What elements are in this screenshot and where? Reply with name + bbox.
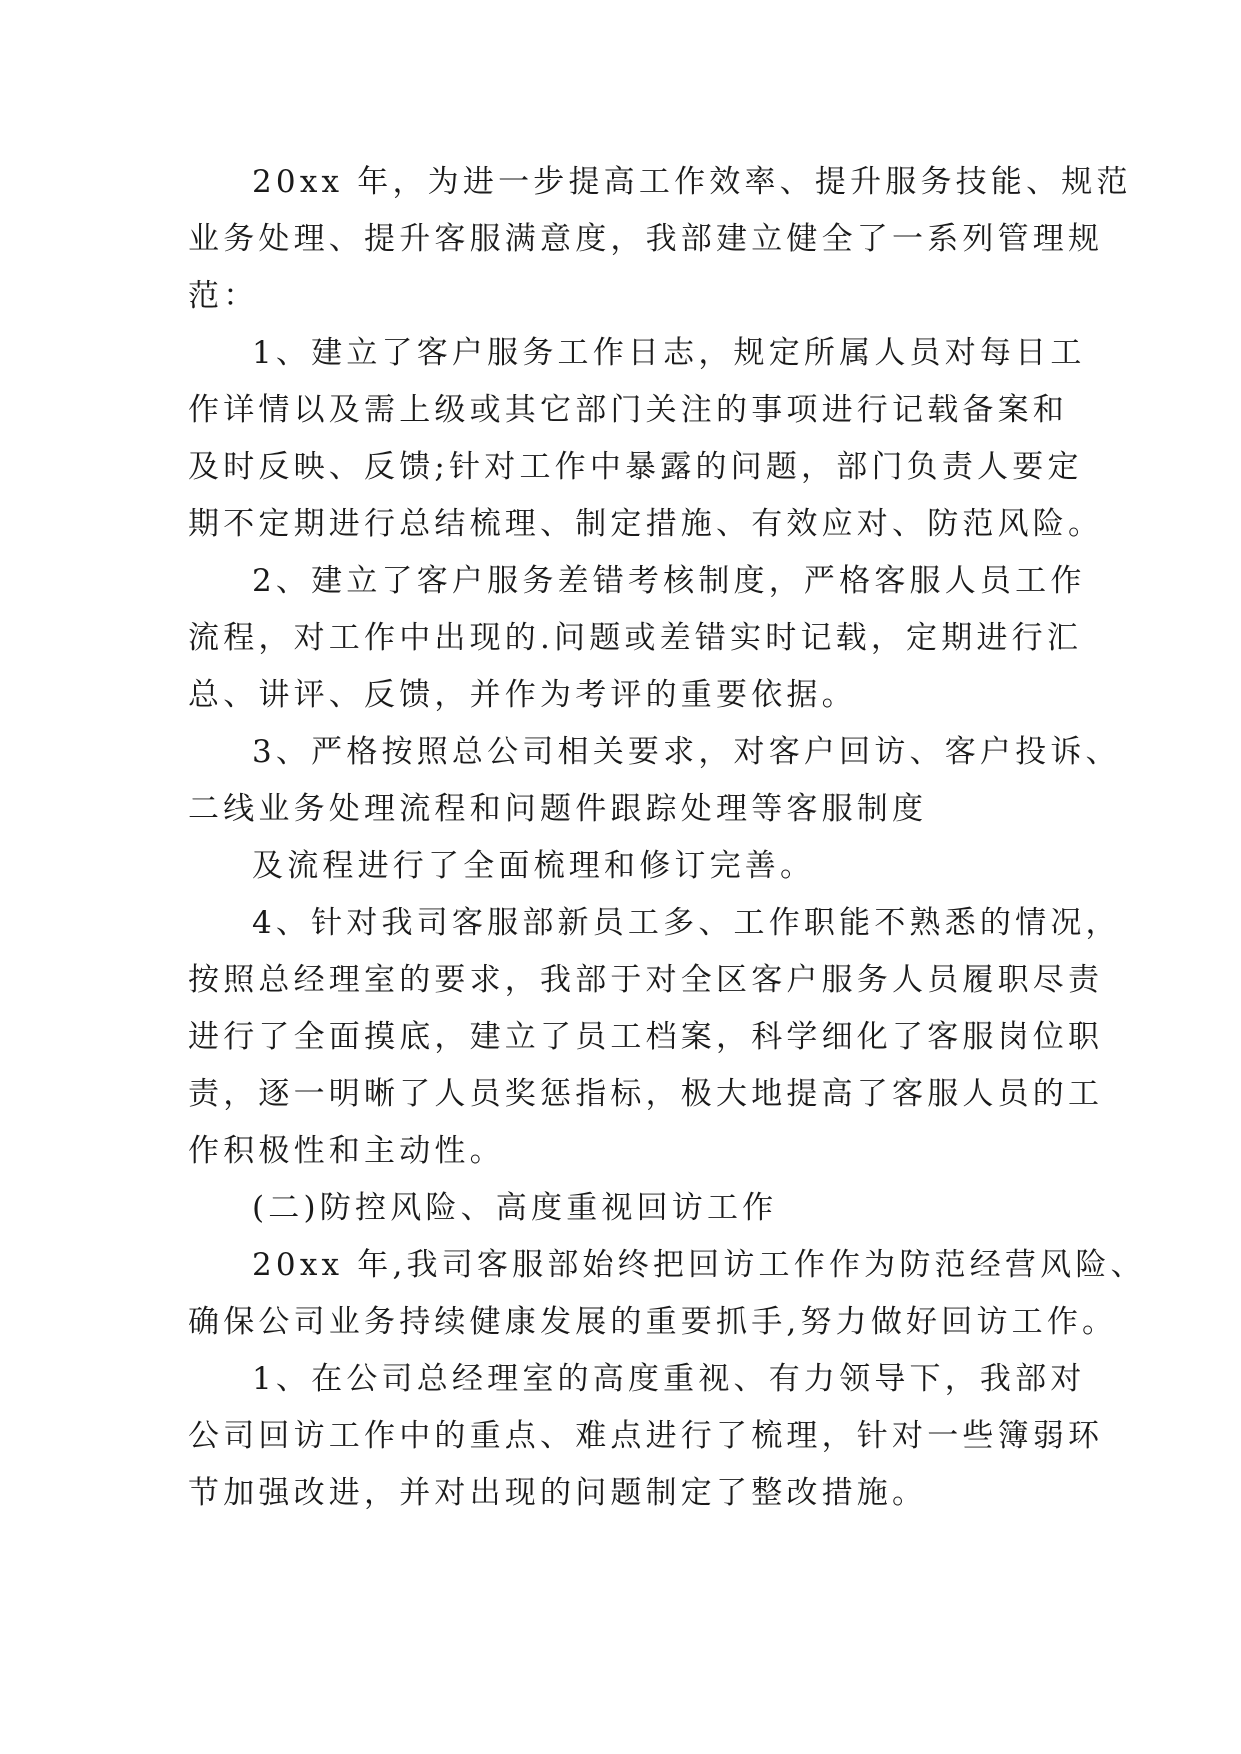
document-body (188, 154, 1146, 1522)
paragraph-line: 及时反映、反馈;针对工作中暴露的问题，部门负责人要定 (188, 449, 1083, 485)
paragraph-line: 作详情以及需上级或其它部门关注的事项进行记载备案和 (188, 392, 1068, 428)
paragraph-line: 1、在公司总经理室的高度重视、有力领导下，我部对 (252, 1361, 1086, 1397)
paragraph-line: 作积极性和主动性。 (188, 1133, 505, 1169)
paragraph-line: 节加强改进，并对出现的问题制定了整改措施。 (188, 1475, 928, 1511)
paragraph-line: 流程，对工作中出现的.问题或差错实时记载，定期进行汇 (188, 620, 1083, 656)
paragraph-line: 4、针对我司客服部新员工多、工作职能不熟悉的情况， (252, 905, 1121, 941)
paragraph-line: 二线业务处理流程和问题件跟踪处理等客服制度 (188, 791, 928, 827)
paragraph-line: 确保公司业务持续健康发展的重要抓手,努力做好回访工作。 (188, 1304, 1118, 1340)
paragraph-line: 1、建立了客户服务工作日志，规定所属人员对每日工 (252, 335, 1086, 371)
paragraph-line: 责，逐一明晰了人员奖惩指标，极大地提高了客服人员的工 (188, 1076, 1104, 1112)
paragraph-line: 范： (188, 278, 259, 314)
paragraph-line: 进行了全面摸底，建立了员工档案，科学细化了客服岗位职 (188, 1019, 1104, 1055)
paragraph-line: 20xx 年,我司客服部始终把回访工作作为防范经营风险、 (252, 1247, 1146, 1283)
paragraph-line: 2、建立了客户服务差错考核制度，严格客服人员工作 (252, 563, 1086, 599)
section-heading: (二)防控风险、高度重视回访工作 (252, 1190, 778, 1226)
paragraph-line: 业务处理、提升客服满意度，我部建立健全了一系列管理规 (188, 221, 1104, 257)
paragraph-line: 及流程进行了全面梳理和修订完善。 (252, 848, 816, 884)
paragraph-line: 3、严格按照总公司相关要求，对客户回访、客户投诉、 (252, 734, 1121, 770)
paragraph-line: 20xx 年，为进一步提高工作效率、提升服务技能、规范 (252, 164, 1132, 200)
paragraph-line: 总、讲评、反馈，并作为考评的重要依据。 (188, 677, 857, 713)
paragraph-line: 期不定期进行总结梳理、制定措施、有效应对、防范风险。 (188, 506, 1104, 542)
paragraph-line: 按照总经理室的要求，我部于对全区客户服务人员履职尽责 (188, 962, 1104, 998)
paragraph-line: 公司回访工作中的重点、难点进行了梳理，针对一些簿弱环 (188, 1418, 1104, 1454)
